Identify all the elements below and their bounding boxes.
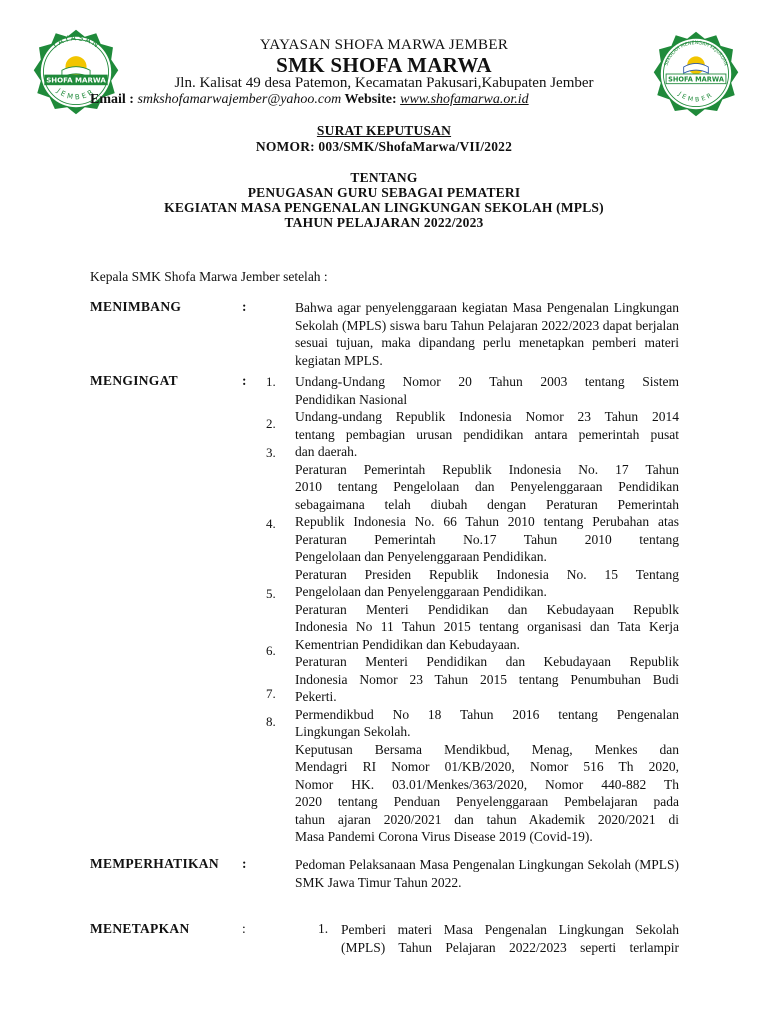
mengingat-number: 7. [266, 686, 276, 701]
mengingat-number: 4. [266, 516, 276, 531]
mengingat-line: Pengelolaan dan Penyelenggaraan Pendidikan. [295, 549, 547, 564]
mengingat-line: Pekerti. [295, 689, 337, 704]
svg-text:SHOFA MARWA: SHOFA MARWA [46, 75, 106, 85]
mengingat-line: tentang pembagian urusan pendidikan antara pemerintah pusat [295, 426, 679, 442]
svg-text:SHOFA MARWA: SHOFA MARWA [668, 75, 724, 84]
mengingat-line: Permendikbud No 18 Tahun 2016 tentang Pengenalan [295, 706, 679, 722]
menetapkan-colon: : [242, 921, 246, 936]
mengingat-line: Peraturan Pemerintah Republik Indonesia No. 17 Tahun [295, 461, 679, 477]
menimbang-text: Bahwa agar penyelenggaraan kegiatan Masa Pengenalan Lingkungan Sekolah (MPLS) siswa baru Tahun Pelajaran 2022/2023 dapat berjalan sesuai tujuan, maka dipandang perlu menetapkan pemberi materi kegiatan MPLS. [295, 300, 679, 368]
school-name: SMK SHOFA MARWA [276, 53, 492, 77]
foundation-name: YAYASAN SHOFA MARWA JEMBER [259, 37, 509, 53]
svg-text:JEMBER: JEMBER [55, 86, 97, 102]
memperhatikan-colon: : [242, 856, 247, 871]
menetapkan-number: 1. [318, 921, 329, 936]
mengingat-line: Undang-undang Republik Indonesia Nomor 23 Tahun 2014 [295, 409, 679, 424]
memperhatikan-text: Pedoman Pelaksanaan Masa Pengenalan Lingkungan Sekolah (MPLS) SMK Jawa Timur Tahun 2022. [295, 857, 679, 890]
subject-line-3: TAHUN PELAJARAN 2022/2023 [284, 215, 484, 230]
website-link[interactable]: www.shofamarwa.or.id [400, 92, 529, 107]
menetapkan-line: Pemberi materi Masa Pengenalan Lingkungan Sekolah [341, 922, 679, 937]
school-address: Jln. Kalisat 49 desa Patemon, Kecamatan Pakusari,Kabupaten Jember [174, 75, 594, 91]
menetapkan-line: (MPLS) Tahun Pelajaran 2022/2023 seperti terlampir [341, 939, 679, 955]
mengingat-line: Masa Pandemi Corona Virus Disease 2019 (Covid-19). [295, 829, 593, 844]
mengingat-line: Peraturan Menteri Pendidikan dan Kebudayaan Republik [295, 654, 679, 669]
mengingat-line: Nomor HK. 03.01/Menkes/363/2020, Nomor 440-882 Th [295, 776, 679, 792]
mengingat-number: 3. [266, 445, 276, 460]
email-label: Email : [90, 92, 134, 107]
mengingat-line: tahun ajaran 2020/2021 dan tahun Akademik 2020/2021 di [295, 811, 679, 827]
mengingat-line: Indonesia Nomor 23 Tahun 2015 tentang Penumbuhan Budi [295, 671, 679, 687]
mengingat-line: Peraturan Pemerintah No.17 Tahun 2010 tentang [295, 531, 679, 547]
document-type: SURAT KEPUTUSAN [316, 123, 452, 138]
mengingat-line: Indonesia No 11 Tahun 2015 tentang organisasi dan Tata Kerja [295, 619, 679, 634]
mengingat-line: Kementrian Pendidikan dan Kebudayaan. [295, 636, 520, 652]
mengingat-label: MENGINGAT [90, 373, 178, 388]
mengingat-line: Peraturan Presiden Republik Indonesia No. 15 Tentang [295, 566, 679, 582]
about-heading: TENTANG [350, 170, 418, 185]
subject-line-2: KEGIATAN MASA PENGENALAN LINGKUNGAN SEKOLAH (MPLS) [164, 200, 604, 215]
menetapkan-label: MENETAPKAN [90, 921, 190, 936]
mengingat-number: 8. [266, 714, 276, 729]
mengingat-line: 2020 tentang Penduan Penyelenggaraan Pembelajaran pada [295, 794, 679, 809]
document-number: NOMOR: 003/SMK/ShofaMarwa/VII/2022 [255, 139, 513, 154]
mengingat-line: Undang-Undang Nomor 20 Tahun 2003 tentang Sistem [295, 374, 679, 389]
mengingat-list [295, 373, 679, 846]
menetapkan-text [341, 921, 679, 956]
mengingat-number: 2. [266, 416, 276, 431]
subject-line-1: PENUGASAN GURU SEBAGAI PEMATERI [247, 185, 521, 200]
mengingat-line: Peraturan Menteri Pendidikan dan Kebudayaan Republk [295, 601, 679, 617]
mengingat-colon: : [242, 373, 247, 388]
svg-text:JEMBER: JEMBER [676, 90, 716, 104]
mengingat-number: 6. [266, 643, 276, 658]
mengingat-line: sebagaimana telah diubah dengan Peraturan Pemerintah [295, 496, 679, 512]
menimbang-label: MENIMBANG [90, 299, 182, 314]
memperhatikan-label: MEMPERHATIKAN [90, 856, 219, 871]
menimbang-colon: : [242, 299, 247, 314]
mengingat-line: 2010 tentang Pengelolaan dan Penyelenggaraan Pendidikan [295, 479, 679, 494]
svg-text:YAYASAN: YAYASAN [50, 33, 102, 51]
mengingat-line: Mendagri RI Nomor 01/KB/2020, Nomor 516 Th 2020, [295, 759, 679, 774]
mengingat-line: dan daerah. [295, 444, 358, 459]
contact-line [90, 92, 529, 108]
mengingat-line: Pendidikan Nasional [295, 391, 408, 407]
mengingat-line: Pengelolaan dan Penyelenggaraan Pendidikan. [295, 584, 547, 599]
mengingat-line: Keputusan Bersama Mendikbud, Menag, Menkes dan [295, 741, 679, 757]
svg-text:SEKOLAH MENENGAH KEJURUAN: SEKOLAH MENENGAH KEJURUAN [664, 41, 728, 67]
email-address[interactable]: smkshofamarwajember@yahoo.com [137, 92, 342, 107]
mengingat-line: Lingkungan Sekolah. [295, 724, 411, 739]
website-label: Website: [344, 92, 397, 107]
mengingat-number: 1. [266, 374, 276, 389]
mengingat-number: 5. [266, 586, 276, 601]
opening-statement: Kepala SMK Shofa Marwa Jember setelah : [90, 269, 328, 284]
mengingat-line: Republik Indonesia No. 66 Tahun 2010 tentang Perubahan atas [295, 514, 679, 529]
